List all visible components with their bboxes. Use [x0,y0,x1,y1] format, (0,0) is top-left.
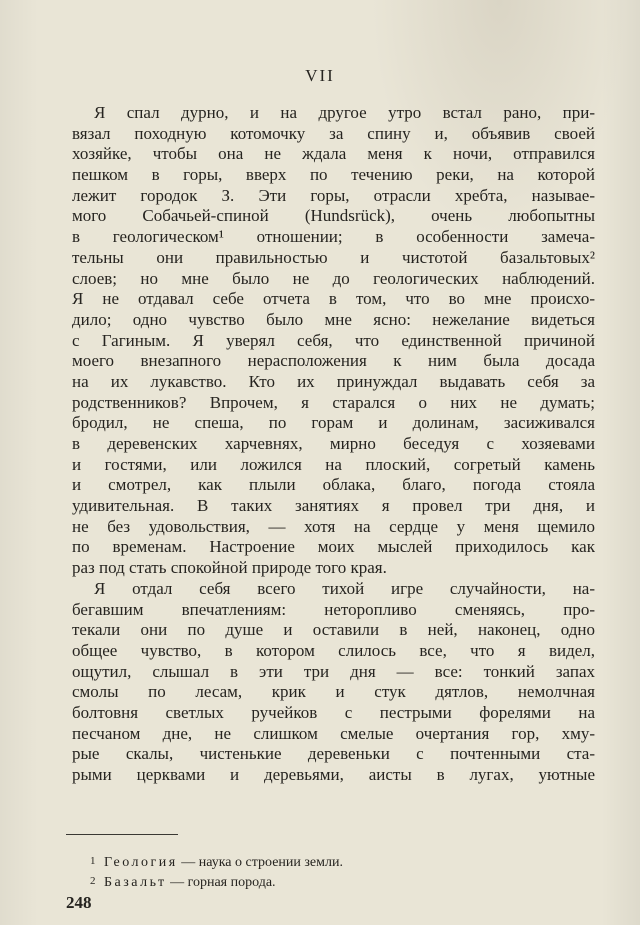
text-line: Я спал дурно, и на другое утро встал рано, при- [94,103,595,122]
footnote-definition: — наука о строении земли. [177,855,343,870]
chapter-heading: VII [305,66,335,85]
text-line: удивительная. В таких занятиях я провел три дня, и [72,496,595,516]
text-line: моего внезапного нерасположения к ним была досада [72,351,595,371]
text-line: лежит городок З. Эти горы, отрасли хребта, называе- [72,185,595,205]
body-text [72,103,595,786]
text-line: общее чувство, в котором слилось все, что я видел, [72,640,595,660]
text-line: по временам. Настроение моих мыслей приходилось как [72,537,595,557]
text-line: Я отдал себя всего тихой игре случайности, на- [94,578,595,598]
footnote [90,871,343,891]
text-line: в деревенских харчевнях, мирно беседуя с хозяевами [72,434,595,453]
text-line: не без удовольствия, — хотя на сердце у меня щемило [72,516,595,536]
footnote-number: 1 [90,855,96,867]
text-line: рыми церквами и деревьями, аисты в лугах, уютные [72,765,595,784]
text-line: бегавшим впечатлениям: неторопливо сменяясь, про- [72,599,595,619]
text-line: в геологическом¹ отношении; в особенности замеча- [72,227,595,247]
text-line: мого Собачьей-спиной (Hundsrück), очень любопытны [72,206,595,226]
text-line: и смотрел, как плыли облака, благо, погода стояла [72,475,595,495]
text-line: на их лукавство. Кто их принуждал выдавать себя за [72,371,595,391]
text-line: и гостями, или ложился на плоский, согретый камень [72,454,595,474]
text-line: раз под стать спокойной природе того края. [72,558,387,578]
text-line: ощутил, слышал в эти три дня — все: тонкий запах [72,661,595,681]
footnote-term: Геология [104,855,178,870]
text-line: Я не отдавал себе отчета в том, что во мне происхо- [72,289,595,309]
footnotes [90,851,343,891]
text-line: тельны они правильностью и чистотой базальтовых² [72,247,595,267]
text-line: текали они по душе и оставили в ней, наконец, одно [72,620,595,640]
text-line: родственников? Впрочем, я старался о них не думать; [72,392,595,412]
text-line: песчаном дне, не слишком смелые очертания гор, хму- [72,723,595,743]
text-line: вязал походную котомочку за спину и, объявив своей [72,123,595,143]
text-line: рые скалы, чистенькие деревеньки с почтенными ста- [72,744,595,764]
footnote [90,851,343,871]
text-line: слоев; но мне было не до геологических наблюдений. [72,268,595,288]
text-line: дило; одно чувство было мне ясно: нежелание видеться [72,309,595,329]
text-line: болтовня светлых ручейков с пестрыми форелями на [72,702,595,722]
footnote-number: 2 [90,875,96,887]
page-number: 248 [66,893,92,912]
text-line: смолы по лесам, крик и стук дятлов, немолчная [72,682,595,702]
footnote-divider [66,834,178,835]
text-line: с Гагиным. Я уверял себя, что единственной причиной [72,330,595,350]
text-line: бродил, не спеша, по горам и долинам, засиживался [72,413,595,433]
footnote-definition: — горная порода. [166,875,276,890]
footnote-term: Базальт [104,875,167,890]
text-line: пешком в горы, вверх по течению реки, на которой [72,165,595,185]
text-line: хозяйке, чтобы она не ждала меня к ночи, отправился [72,144,595,164]
